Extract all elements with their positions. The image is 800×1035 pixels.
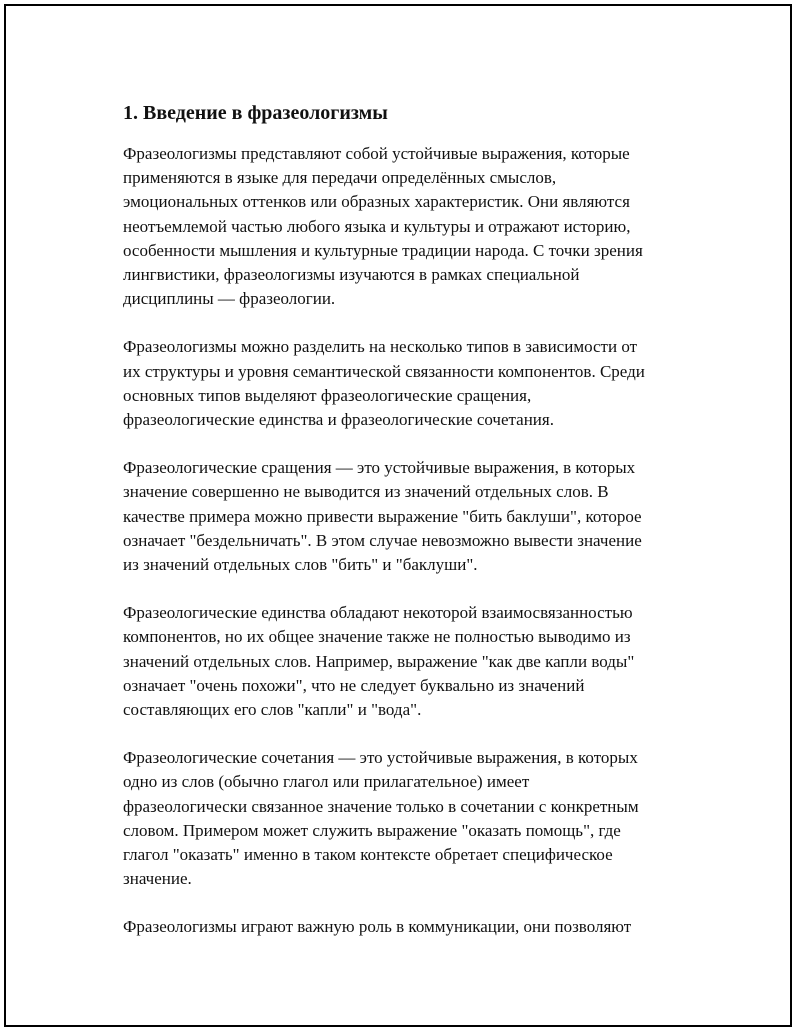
paragraph-6: Фразеологизмы играют важную роль в коммуникации, они позволяют: [123, 917, 632, 937]
paragraph-2: Фразеологизмы можно разделить на несколько типов в зависимости от их структуры и уровня семантической связанности компонентов. Среди основных типов выделяют фразеологические сращения, фразеологические единства и фразеологические сочетания.: [123, 337, 645, 430]
section-heading: 1. Введение в фразеологизмы: [123, 102, 388, 124]
document-page: [4, 4, 792, 1027]
paragraph-3: Фразеологические сращения — это устойчивые выражения, в которых значение совершенно не выводится из значений отдельных слов. В качестве примера можно привести выражение "бить баклуши", которое означает "бездельничать". В этом случае невозможно вывести значение из значений отдельных слов "бить" и "баклуши".: [123, 458, 642, 575]
paragraph-4: Фразеологические единства обладают некоторой взаимосвязанностью компонентов, но их общее значение также не полностью выводимо из значений отдельных слов. Например, выражение "как две капли воды" означает "очень похожи", что не следует буквально из значений составляющих его слов "капли" и "вода".: [123, 603, 635, 720]
document-body: [123, 100, 703, 964]
paragraph-1: Фразеологизмы представляют собой устойчивые выражения, которые применяются в языке для передачи определённых смыслов, эмоциональных оттенков или образных характеристик. Они являются неотъемлемой частью любого языка и культуры и отражают историю, особенности мышления и культурные традиции народа. С точки зрения лингвистики, фразеологизмы изучаются в рамках специальной дисциплины — фразеологии.: [123, 144, 643, 309]
paragraph-5: Фразеологические сочетания — это устойчивые выражения, в которых одно из слов (обычно глагол или прилагательное) имеет фразеологически связанное значение только в сочетании с конкретным словом. Примером может служить выражение "оказать помощь", где глагол "оказать" именно в таком контексте обретает специфическое значение.: [123, 748, 639, 889]
